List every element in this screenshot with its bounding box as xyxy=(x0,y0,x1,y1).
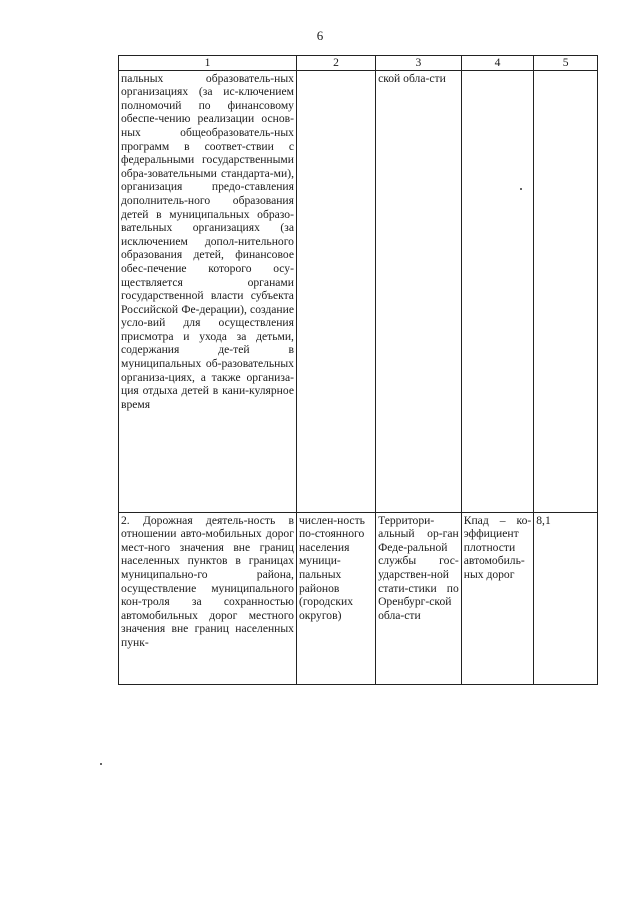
header-cell-5: 5 xyxy=(534,56,598,71)
header-cell-4: 4 xyxy=(461,56,534,71)
table-cell xyxy=(534,70,598,512)
header-cell-1: 1 xyxy=(119,56,297,71)
page-number: 6 xyxy=(316,28,324,43)
table-cell: Территори-альный ор-ган Феде-ральной службы гос-ударствен-ной стати-стики по Оренбург-ской обла-сти xyxy=(376,512,462,684)
table-cell: ской обла-сти xyxy=(376,70,462,512)
table-cell: Кпад – ко-эффициент плотности автомобиль-ных дорог xyxy=(461,512,534,684)
header-cell-3: 3 xyxy=(376,56,462,71)
table-row xyxy=(119,512,598,684)
data-table xyxy=(118,55,598,685)
table-row xyxy=(119,70,598,512)
table-cell: пальных образователь-ных организациях (за ис-ключением полномочий по финансовому обеспе-чению реализации основ-ных общеобразователь-ных программ в соответ-ствии с федеральными государственными обра-зовательными стандарта-ми), организация предо-ставления дополнитель-ного образования детей в муниципальных образо-вательных организациях (за исключением допол-нительного образования детей, финансовое обес-печение которого осу-ществляется органами государственной власти субъекта Российской Фе-дерации), создание усло-вий для осуществления присмотра и ухода за детьми, содержания де-тей в муниципальных об-разовательных организа-циях, а также организа-ция отдыха детей в кани-кулярное время xyxy=(119,70,297,512)
scan-speck xyxy=(520,188,522,190)
table-cell: числен-ность по-стоянного населения муници-пальных районов (городских округов) xyxy=(296,512,375,684)
scan-speck xyxy=(100,763,102,765)
table-cell: 2. Дорожная деятель-ность в отношении авто-мобильных дорог мест-ного значения вне границ населенных пунктов в границах муниципально-го района, осуществление муниципального кон-троля за сохранностью автомобильных дорог местного значения вне границ населенных пунк- xyxy=(119,512,297,684)
table-header-row xyxy=(119,56,598,71)
table-cell xyxy=(296,70,375,512)
table-cell: 8,1 xyxy=(534,512,598,684)
header-cell-2: 2 xyxy=(296,56,375,71)
table-cell xyxy=(461,70,534,512)
